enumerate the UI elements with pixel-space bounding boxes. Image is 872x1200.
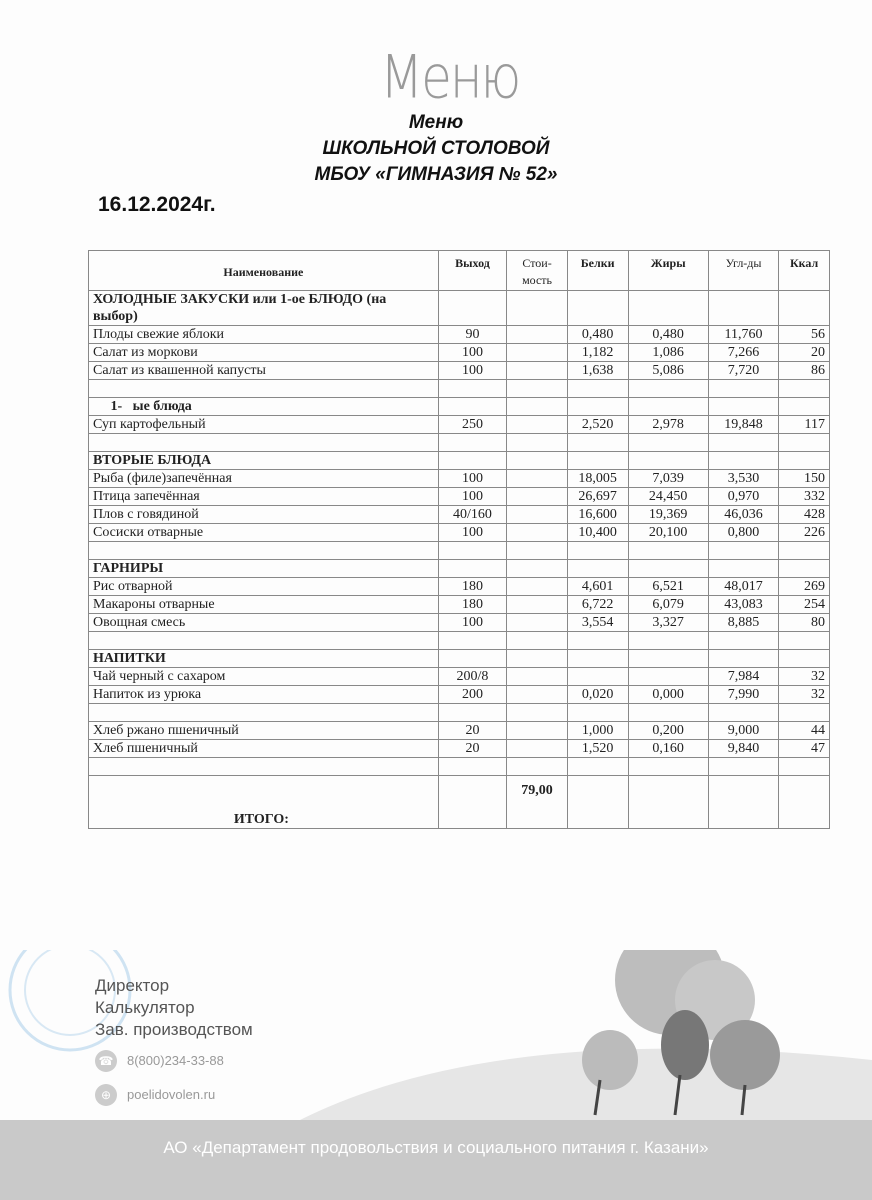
cell-b [567,291,628,326]
phone-icon: ☎ [95,1050,117,1072]
cell-u [708,452,778,470]
cell-u [708,776,778,829]
cell-b [567,758,628,776]
cell-out: 20 [438,722,507,740]
cell-k [779,758,830,776]
cell-z [628,758,708,776]
cell-cost [507,470,568,488]
cell-out: 180 [438,578,507,596]
cell-z: 20,100 [628,524,708,542]
cell-cost [507,344,568,362]
cell-k: 44 [779,722,830,740]
cell-out: 100 [438,524,507,542]
contact-site [95,1084,215,1106]
cell-k [779,452,830,470]
cell-u: 19,848 [708,416,778,434]
cell-out: 180 [438,596,507,614]
cell-out [438,776,507,829]
cell-cost [507,722,568,740]
cell-name: Напиток из урюка [89,686,439,704]
cell-out: 20 [438,740,507,758]
cell-k: 269 [779,578,830,596]
cell-name [89,632,439,650]
total-label: ИТОГО: [89,776,439,829]
cell-z: 1,086 [628,344,708,362]
cell-k [779,398,830,416]
cell-b [567,776,628,829]
cell-b [567,668,628,686]
table-row [89,740,830,758]
cell-name: НАПИТКИ [89,650,439,668]
section-row [89,560,830,578]
cell-b: 1,000 [567,722,628,740]
cell-out [438,291,507,326]
table-row [89,470,830,488]
cell-u [708,758,778,776]
cell-k: 32 [779,686,830,704]
cell-k: 117 [779,416,830,434]
cell-u [708,291,778,326]
cell-cost [507,758,568,776]
cell-name: ГАРНИРЫ [89,560,439,578]
footer-organization: АО «Департамент продовольствия и социального питания г. Казани» [163,1138,709,1157]
cell-k: 226 [779,524,830,542]
cell-k: 332 [779,488,830,506]
cell-cost [507,326,568,344]
total-cost: 79,00 [507,776,568,829]
cell-b: 3,554 [567,614,628,632]
empty-row [89,758,830,776]
cell-u [708,380,778,398]
cell-name: 1- ые блюда [89,398,439,416]
handwritten-title: Меню [380,42,520,112]
cell-u: 43,083 [708,596,778,614]
cell-u [708,542,778,560]
cell-name: Сосиски отварные [89,524,439,542]
table-row [89,614,830,632]
empty-row [89,632,830,650]
cell-b: 1,520 [567,740,628,758]
cell-k [779,632,830,650]
cell-cost [507,434,568,452]
table-row [89,416,830,434]
cell-cost [507,614,568,632]
cell-b [567,452,628,470]
cell-z [628,650,708,668]
cell-cost [507,452,568,470]
cell-b [567,632,628,650]
cell-k: 56 [779,326,830,344]
cell-cost [507,596,568,614]
cell-b [567,398,628,416]
cell-k [779,434,830,452]
cell-z: 0,480 [628,326,708,344]
cell-b: 16,600 [567,506,628,524]
cell-k: 47 [779,740,830,758]
cell-name [89,434,439,452]
cell-out [438,398,507,416]
cell-z: 7,039 [628,470,708,488]
cell-z [628,452,708,470]
menu-table [88,250,830,829]
cell-k: 150 [779,470,830,488]
cell-b: 10,400 [567,524,628,542]
cell-name: Салат из квашенной капусты [89,362,439,380]
section-row [89,650,830,668]
cell-name: Суп картофельный [89,416,439,434]
cell-z: 0,000 [628,686,708,704]
cell-u: 0,970 [708,488,778,506]
cell-u: 46,036 [708,506,778,524]
title-canteen: ШКОЛЬНОЙ СТОЛОВОЙ [322,138,550,159]
cell-name: ВТОРЫЕ БЛЮДА [89,452,439,470]
cell-z [628,542,708,560]
cell-out: 100 [438,488,507,506]
table-row [89,506,830,524]
cell-name: Рыба (филе)запечённая [89,470,439,488]
cell-b [567,380,628,398]
cell-z: 6,079 [628,596,708,614]
cell-k: 86 [779,362,830,380]
cell-b [567,704,628,722]
table-row [89,488,830,506]
cell-cost [507,524,568,542]
cell-cost [507,291,568,326]
cell-k [779,542,830,560]
signature-director: Директор [95,976,170,995]
site-text: poelidovolen.ru [127,1087,216,1102]
cell-cost [507,506,568,524]
cell-k [779,650,830,668]
table-row [89,344,830,362]
empty-row [89,434,830,452]
globe-icon: ⊕ [95,1084,117,1106]
empty-row [89,380,830,398]
cell-k: 80 [779,614,830,632]
title-menu: Меню [408,112,464,133]
cell-name: Рис отварной [89,578,439,596]
menu-date: 16.12.2024г. [98,193,216,216]
cell-u: 3,530 [708,470,778,488]
cell-out: 200 [438,686,507,704]
table-row [89,362,830,380]
cell-z: 2,978 [628,416,708,434]
col-kcal: Ккал [779,251,830,291]
cell-cost [507,380,568,398]
cell-cost [507,362,568,380]
cell-out: 100 [438,470,507,488]
cell-out: 100 [438,344,507,362]
cell-z [628,704,708,722]
footer-band [0,1120,872,1200]
col-fat: Жиры [628,251,708,291]
cell-name: Овощная смесь [89,614,439,632]
cell-b [567,542,628,560]
signature-calculator: Калькулятор [95,998,195,1017]
cell-name: Макароны отварные [89,596,439,614]
cell-u [708,632,778,650]
cell-u: 7,266 [708,344,778,362]
cell-u: 9,000 [708,722,778,740]
cell-out [438,434,507,452]
cell-z [628,560,708,578]
cell-name: Хлеб ржано пшеничный [89,722,439,740]
cell-name: Салат из моркови [89,344,439,362]
cell-name: Птица запечённая [89,488,439,506]
cell-out [438,704,507,722]
cell-z [628,434,708,452]
section-row [89,398,830,416]
empty-row [89,704,830,722]
cell-cost [507,668,568,686]
cell-cost [507,650,568,668]
col-name: Наименование [89,251,439,291]
cell-k [779,560,830,578]
cell-out: 200/8 [438,668,507,686]
section-row [89,291,830,326]
signature-production: Зав. производством [95,1020,253,1039]
cell-out: 100 [438,362,507,380]
cell-u: 11,760 [708,326,778,344]
cell-b [567,560,628,578]
cell-b: 2,520 [567,416,628,434]
cell-cost [507,398,568,416]
cell-z [628,398,708,416]
cell-name [89,380,439,398]
table-header [89,251,830,291]
table-row [89,722,830,740]
title-school: МБОУ «ГИМНАЗИЯ № 52» [314,164,558,185]
cell-k [779,380,830,398]
cell-b: 1,638 [567,362,628,380]
cell-k [779,776,830,829]
cell-name: Хлеб пшеничный [89,740,439,758]
cell-k: 32 [779,668,830,686]
cell-u: 7,720 [708,362,778,380]
contact-phone [95,1050,224,1072]
cell-b: 18,005 [567,470,628,488]
phone-text: 8(800)234-33-88 [127,1053,224,1068]
col-carbs: Угл-ды [708,251,778,291]
cell-out [438,560,507,578]
cell-z: 19,369 [628,506,708,524]
cell-b: 26,697 [567,488,628,506]
cell-k: 20 [779,344,830,362]
cell-out [438,650,507,668]
cell-k: 428 [779,506,830,524]
cell-cost [507,488,568,506]
cell-k: 254 [779,596,830,614]
cell-cost [507,416,568,434]
cell-name: Плов с говядиной [89,506,439,524]
cell-u: 7,984 [708,668,778,686]
cell-u: 0,800 [708,524,778,542]
cell-u: 8,885 [708,614,778,632]
col-cost: Стои-мость [507,251,568,291]
cell-z [628,380,708,398]
table-row [89,686,830,704]
cell-z: 0,200 [628,722,708,740]
cell-out: 40/160 [438,506,507,524]
cell-name [89,542,439,560]
cell-u [708,434,778,452]
total-row [89,776,830,829]
cell-k [779,291,830,326]
table-row [89,524,830,542]
cell-u [708,704,778,722]
cell-z [628,632,708,650]
cell-out [438,452,507,470]
section-row [89,452,830,470]
cell-z [628,291,708,326]
cell-b [567,434,628,452]
cell-z: 6,521 [628,578,708,596]
cell-z [628,776,708,829]
cell-out [438,758,507,776]
cell-u [708,398,778,416]
cell-out [438,542,507,560]
cell-name [89,758,439,776]
cell-k [779,704,830,722]
cell-name: ХОЛОДНЫЕ ЗАКУСКИ или 1-ое БЛЮДО (на выбор) [89,291,439,326]
cell-cost [507,560,568,578]
cell-cost [507,686,568,704]
cell-u: 9,840 [708,740,778,758]
cell-b: 0,480 [567,326,628,344]
cell-name [89,704,439,722]
cell-b: 6,722 [567,596,628,614]
cell-z [628,668,708,686]
cell-out: 100 [438,614,507,632]
table-row [89,326,830,344]
cell-name: Плоды свежие яблоки [89,326,439,344]
cell-z: 3,327 [628,614,708,632]
cell-cost [507,740,568,758]
table-row [89,578,830,596]
cell-b: 1,182 [567,344,628,362]
col-protein: Белки [567,251,628,291]
cell-z: 24,450 [628,488,708,506]
cell-name: Чай черный с сахаром [89,668,439,686]
cell-out: 90 [438,326,507,344]
col-output: Выход [438,251,507,291]
cell-b [567,650,628,668]
cell-out [438,632,507,650]
cell-u: 7,990 [708,686,778,704]
table-row [89,596,830,614]
cell-u [708,560,778,578]
cell-cost [507,704,568,722]
cell-u: 48,017 [708,578,778,596]
cell-cost [507,632,568,650]
cell-out [438,380,507,398]
cell-u [708,650,778,668]
cell-b: 4,601 [567,578,628,596]
cell-cost [507,542,568,560]
cell-cost [507,578,568,596]
empty-row [89,542,830,560]
cell-z: 5,086 [628,362,708,380]
cell-z: 0,160 [628,740,708,758]
table-row [89,668,830,686]
cell-b: 0,020 [567,686,628,704]
cell-out: 250 [438,416,507,434]
